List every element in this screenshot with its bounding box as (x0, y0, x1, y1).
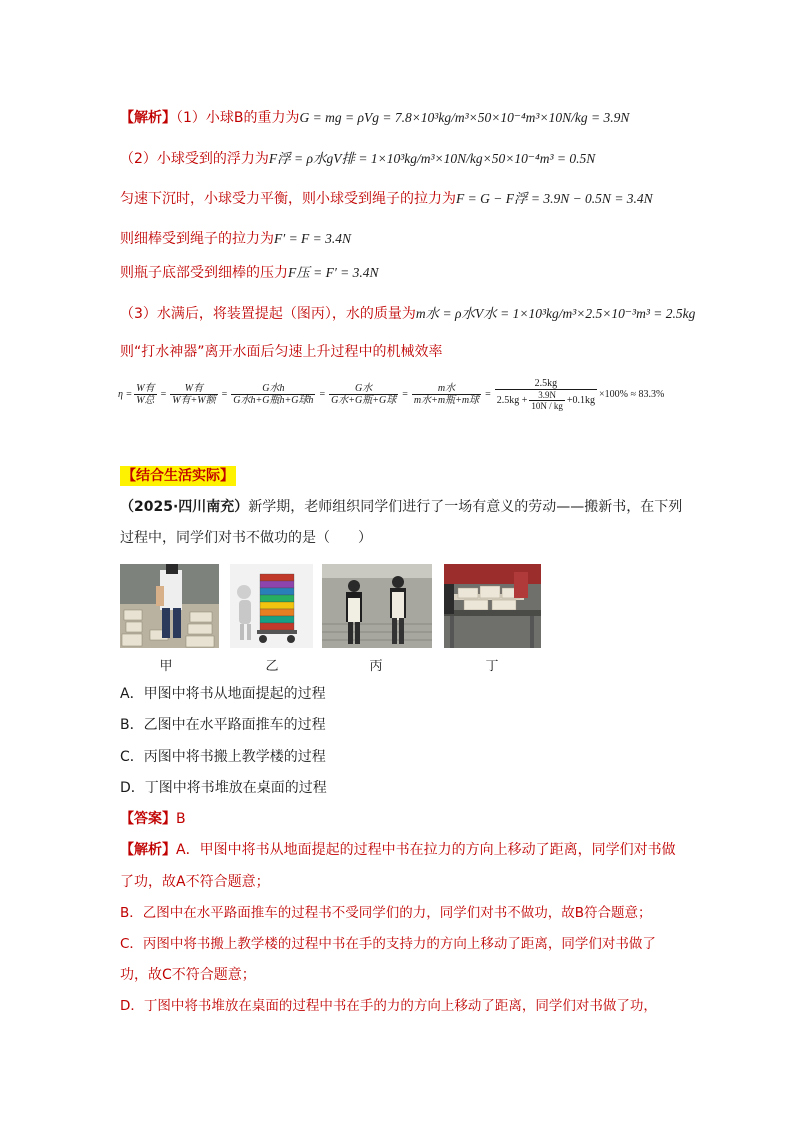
line4-text: 则细棒受到绳子的拉力为 (120, 231, 274, 247)
inner-fraction: $\frac{3.9N}{10N / kg}$ (531, 389, 563, 411)
solution2-d-line1: D．丁图中将书堆放在桌面的过程中书在手的力的方向上移动了距离，同学们对书做了功， (120, 998, 657, 1014)
fraction-4: $\frac{\text{G水}}{\text{G水+G瓶+G球}}$ (331, 382, 397, 406)
question-text-1: 新学期，老师组织同学们进行了一场有意义的劳动——搬新书，在下列 (248, 499, 683, 515)
rod-tension-equation: F′ = F = 3.4N (274, 231, 352, 246)
section-heading (120, 466, 682, 486)
solution2-c-line1: C．丙图中将书搬上教学楼的过程中书在手的支持力的方向上移动了距离，同学们对书做了 (120, 936, 656, 952)
line3-text: 匀速下沉时，小球受力平衡，则小球受到绳子的拉力为 (120, 191, 456, 207)
part3-prefix: （3）水满后，将装置提起（图丙），水的质量为 (120, 306, 416, 322)
fraction-2: $\frac{\text{W有}}{\text{W有+W额}}$ (172, 382, 216, 406)
solution-line7 (120, 342, 682, 362)
solution-line4 (120, 229, 682, 249)
analysis-label: 【解析】 (120, 110, 176, 126)
solution-part3 (120, 304, 696, 324)
caption-yi: 乙 (265, 659, 279, 674)
efficiency-result: ×100% ≈ 83.3% (598, 388, 665, 400)
photo-jia (120, 564, 219, 648)
buoyancy-equation: F浮 = ρ水gV排 = 1×10³kg/m³×10N/kg×50×10⁻⁴m³ = 0.5N (268, 151, 596, 166)
question-line2 (120, 528, 682, 548)
part1-prefix: （1）小球B的重力为 (176, 110, 300, 126)
question-text-2: 过程中，同学们对书不做功的是（ ） (120, 530, 372, 546)
option-a: A．甲图中将书从地面提起的过程 (120, 686, 326, 702)
caption-bing: 丙 (369, 659, 383, 674)
photo-yi (230, 564, 313, 648)
gravity-equation: G = mg = ρVg = 7.8×10³kg/m³×50×10⁻⁴m³×10N/kg = 3.9N (299, 110, 630, 125)
eta-symbol: η = (118, 388, 133, 400)
solution2-b-line: B．乙图中在水平路面推车的过程书不受同学们的力，同学们对书不做功，故B符合题意； (120, 905, 652, 921)
answer-label: 【答案】 (120, 811, 176, 827)
line5-text: 则瓶子底部受到细棒的压力 (120, 265, 288, 281)
solution2-a-line2: 了功，故A不符合题意； (120, 874, 270, 890)
question-line1 (120, 497, 682, 517)
solution-part1 (120, 108, 682, 128)
tension-equation: F = G − F浮 = 3.9N − 0.5N = 3.4N (456, 191, 653, 206)
fraction-6: 2.5kg 2.5kg + $\frac{3.9N}{10N / kg}$ +0.1kg (496, 377, 595, 411)
solution-part2 (120, 149, 682, 169)
fraction-5: $\frac{\text{m水}}{\text{m水+m瓶+m球}}$ (413, 382, 480, 406)
solution-line3 (120, 189, 682, 209)
part2-prefix: （2）小球受到的浮力为 (120, 151, 269, 167)
fraction-3: $\frac{\text{G水h}}{\text{G水h+G瓶h+G球h}}$ (233, 382, 314, 406)
line7-text: 则“打水神器”离开水面后匀速上升过程中的机械效率 (120, 344, 443, 360)
water-mass-equation: m水 = ρ水V水 = 1×10³kg/m³×2.5×10⁻³m³ = 2.5kg (415, 306, 696, 321)
solution2-c-line2: 功，故C不符合题意； (120, 967, 256, 983)
answer-value: B (176, 811, 186, 827)
question-source: （2025·四川南充） (120, 499, 249, 515)
photo-bing (322, 564, 432, 648)
solution-line5 (120, 263, 682, 283)
option-c: C．丙图中将书搬上教学楼的过程 (120, 749, 326, 765)
caption-jia: 甲 (159, 659, 173, 674)
pressure-equation: F压 = F′ = 3.4N (288, 265, 379, 280)
photo-ding (444, 564, 541, 648)
fraction-1: $\frac{\text{W有}}{\text{W总}}$ (136, 382, 155, 406)
life-practice-tag: 【结合生活实际】 (122, 468, 234, 484)
answer-line (120, 809, 682, 829)
option-b: B．乙图中在水平路面推车的过程 (120, 717, 326, 733)
option-d: D．丁图中将书堆放在桌面的过程 (120, 780, 327, 796)
efficiency-formula: η = $\frac{\text{W有}}{\text{W总}}$ = $\frac{\text{W有}}{\text{W有+W额}}$ = $\frac{\text{G水h}}{\text{G水h+G瓶h+G球h}}$ = $\frac{\text{G水}}{\text{G水+G瓶+G球}}$ = $\frac{\text{m水}}{\text{m水+m瓶+m球}}$ = 2.5kg 2.5kg + $\frac{3.9N}{10N / kg}$ +0.1kg ×100% ≈ 83.3% (118, 377, 665, 411)
analysis-label-2: 【解析】 (120, 842, 176, 858)
caption-ding: 丁 (485, 659, 499, 674)
solution2-a-line1: 【解析】A．甲图中将书从地面提起的过程中书在拉力的方向上移动了距离，同学们对书做 (120, 842, 676, 858)
